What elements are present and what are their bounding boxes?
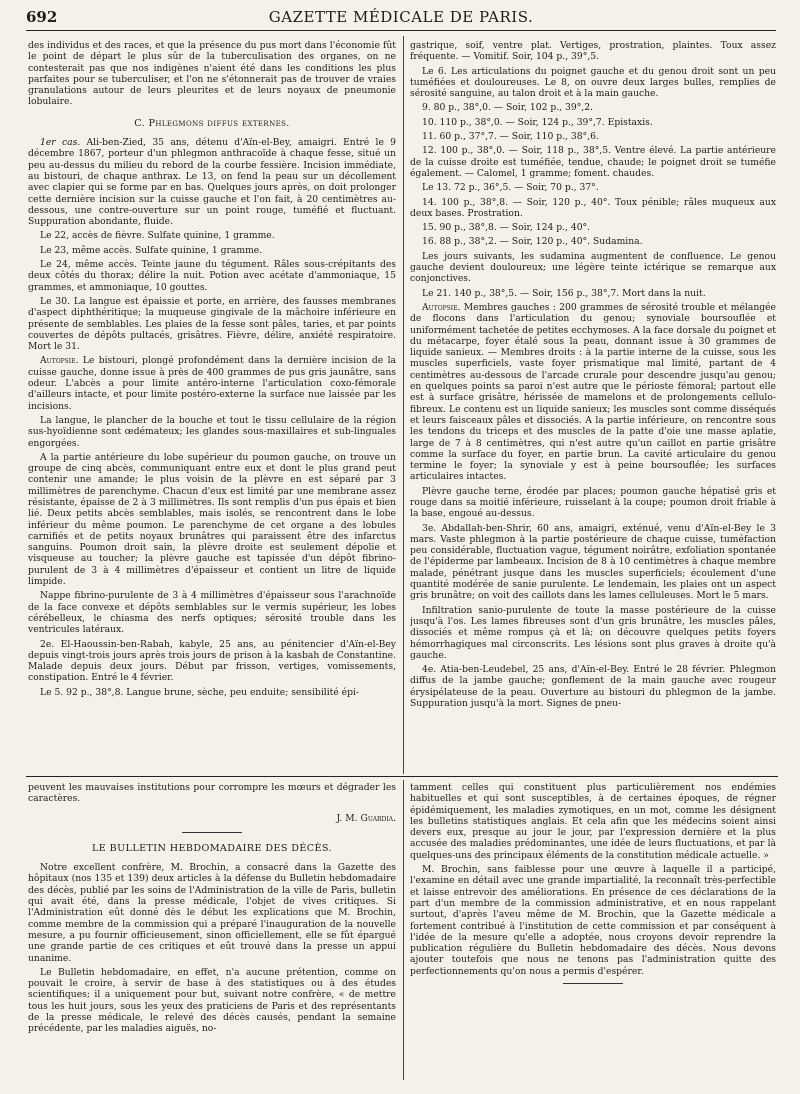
page-number: 692 bbox=[26, 8, 58, 26]
paragraph: Le 6. Les articulations du poignet gauche et du genou droit sont un peu tuméfiées et douloureuses. Le 8, on ouvre deux larges bulles, remplies de sérosité sanguine, au talon droit et à la main gauche. bbox=[410, 65, 776, 100]
paragraph: M. Brochin, sans faiblesse pour une œuvre à laquelle il a participé, l'examine en détail avec une grande impartialité, la reconnaît très-perfectible et laisse entrevoir des améliorations. En présence de ces déclarations de la part d'un membre de la commission administrative, et en nous rappelant surtout, d'après l'aveu même de M. Brochin, que la Gazette médicale a fortement contribué à l'institution de cette commission et par conséquent à l'idée de la mesure qu'elle a adoptée, nous croyons devoir reprendre la publication régulière du Bulletin hebdomadaire des décès. Nous devons ajouter toutefois que nous ne tenons pas l'administration quitte des perfectionnements qu'on nous a permis d'espérer. bbox=[410, 864, 776, 977]
vitals-line: Le 13. 72 p., 36°,5. — Soir, 70 p., 37°. bbox=[422, 182, 599, 194]
paragraph: tamment celles qui constituent plus particulièrement nos endémies habituelles et qui sont susceptibles, à de certaines époques, de régner épidémiquement, les maladies zymotiques, en un mot, comme les désignent les bulletins statistiques anglais. Et cela afin que les médecins soient ainsi devers eux, presque au jour le jour, par l'expression dernière et la plus accusée des maladies prédominantes, une idée de leurs fluctuations, et par là quelques-uns des principaux éléments de la constitution médicale actuelle. » bbox=[410, 782, 776, 861]
vitals-line: 16. 88 p., 38°,2. — Soir, 120 p., 40°. Sudamina. bbox=[422, 236, 643, 248]
short-rule bbox=[182, 832, 242, 833]
paragraph: Le 5. 92 p., 38°,8. Langue brune, sèche, peu enduite; sensibilité épi- bbox=[40, 686, 360, 698]
paragraph: Le 22, accès de fièvre. Sulfate quinine, 1 gramme. bbox=[40, 230, 275, 242]
paragraph: Les jours suivants, les sudamina augmentent de confluence. Le genou gauche devient douloureux; une légère teinte ictérique se remarque aux conjonctives. bbox=[410, 250, 776, 285]
vitals-line: 15. 90 p., 38°,8. — Soir, 124 p., 40°. bbox=[422, 222, 591, 234]
case-label: 2e. bbox=[40, 638, 55, 650]
paragraph: A la partie antérieure du lobe supérieur du poumon gauche, on trouve un groupe de cinq abcès, communiquant entre eux et dont le plus grand peut contenir une amande; le plus voisin de la plèvre en est séparé par 3 millimètres de parenchyme. Chacun d'eux est limité par une membrane assez résistante, épaisse de 2 à 3 millimètres. Ils sont remplis d'un pus épais et bien lié. Deux petits abcès semblables, mais isolés, se rencontrent dans le lobe inférieur du même poumon. Le parenchyme de cet organe a des lobules carnifiés et de petits noyaux brunâtres qui paraissent être des infarctus sanguins. Poumon droit sain, la plèvre droite est seulement dépolie et visqueuse au toucher; la plèvre gauche est tapissée d'un dépôt fibrino-purulent de 3 à 4 millimètres d'épaisseur et contient un litre de liquide limpide. bbox=[28, 451, 396, 588]
column-left-top bbox=[28, 40, 396, 770]
case-label: 4e. bbox=[422, 664, 437, 676]
autopsy-paragraph: Autopsie. Le bistouri, plongé profondément dans la dernière incision de la cuisse gauche, donne issue à près de 400 grammes de pus gris jaunâtre, sans odeur. L'abcès a pour limite antéro-interne l'articulation coxo-fémorale d'ailleurs intacte, et pour limite postéro-externe la surface nue laissée par les incisions. bbox=[28, 355, 396, 412]
autopsy-label: Autopsie. bbox=[422, 301, 461, 313]
paragraph: Notre excellent confrère, M. Brochin, a consacré dans la Gazette des hôpitaux (nos 135 et 139) deux articles à la défense du Bulletin hebdomadaire des décès, publié par les soins de l'Administration de la ville de Paris, bulletin qui avait été, dans la presse médicale, l'objet de vives critiques. Si l'Administration eût donné dès le début les explications que M. Brochin, comme membre de la commission qui a préparé l'inauguration de la nouvelle mesure, a pu fournir officieusement, sinon officiellement, elle se fût épargué une grande partie de ces critiques et eût trouvé dans la presse un appui unanime. bbox=[28, 862, 396, 964]
column-left-bottom bbox=[28, 782, 396, 1082]
case-paragraph: 4e. Atia-ben-Leudebel, 25 ans, d'Aïn-el-Bey. Entré le 28 février. Phlegmon diffus de la jambe gauche; gonflement de la main gauche avec rougeur érysipélateuse de la peau. Ouverture au bistouri du phlegmon de la jambe. Suppuration jusqu'à la mort. Signes de pneu- bbox=[410, 664, 776, 710]
paragraph: Plèvre gauche terne, érodée par places; poumon gauche hépatisé gris et rouge dans sa moitié inférieure, ruisselant à la coupe; poumon droit friable à la base, engoué au-dessus. bbox=[410, 485, 776, 520]
paragraph: Le Bulletin hebdomadaire, en effet, n'a aucune prétention, comme on pouvait le croire, à servir de base à des statistiques ou à des études scientifiques; il a uniquement pour but, suivant notre confrère, « de mettre tous les huit jours, sous les yeux des praticiens de Paris et des représentants de la presse médicale, le relevé des décès causés, pendant la semaine précédente, par les maladies aiguës, no- bbox=[28, 966, 396, 1035]
column-divider-top bbox=[403, 36, 404, 774]
paragraph: gastrique, soif, ventre plat. Vertiges, prostration, plaintes. Toux assez fréquente. — Vomitif. Soir, 104 p., 39°,5. bbox=[410, 40, 776, 63]
autopsy-paragraph: Autopsie. Membres gauches : 200 grammes de sérosité trouble et mélangée de flocons dans l'articulation du genou; synoviale boursouflée et uniformément tachetée de petites ecchymoses. A la face dorsale du poignet et du métacarpe, foyer étalé sous la peau, donnant issue à 30 grammes de liquide sanieux. — Membres droits : à la partie interne de la cuisse, sous les muscles superficiels, vaste foyer prismatique mal limité, partant de 4 centimètres au-dessous de l'arcade crurale pour descendre jusqu'au genou; en quelques points sa paroi n'est autre que le périoste fémoral; partout elle est à surface grisâtre, hérissée de mamelons et de prolongements cellulo-fibreux. Le contenu est un liquide sanieux; les muscles sont comme disséqués et leurs faisceaux pâles et dissociés. A la partie inférieure, on rencontre sous les tendons du triceps et des muscles de la patte d'oie une masse aplatie, large de 7 à 8 centimètres, qui n'est autre qu'un caillot en partie grisâtre comme la surface du foyer, en partie brun. La cavité articulaire du genou termine le foyer; la synoviale y est à peine boursouflée; les surfaces articulaires intactes. bbox=[410, 301, 776, 483]
autopsy-label: Autopsie. bbox=[40, 355, 79, 367]
case-label: 3e. bbox=[422, 522, 437, 534]
article-title: LE BULLETIN HEBDOMADAIRE DES DÉCÈS. bbox=[92, 842, 332, 854]
page-header bbox=[26, 6, 776, 31]
vitals-line: 12. 100 p., 38°,0. — Soir, 118 p., 38°,5. Ventre élevé. La partie antérieure de la cuisse droite est tuméfiée, tendue, chaude; le poignet droit se tuméfie également. — Calomel, 1 gramme; foment. chaudes. bbox=[410, 145, 776, 179]
case-paragraph: 2e. El-Haoussin-ben-Rabah, kabyle, 25 ans, au pénitencier d'Aïn-el-Bey depuis vingt-trois jours après trois jours de prison à la kasbah de Constantine. Malade depuis deux jours. Début par frisson, vertiges, vomissements, constipation. Entré le 4 février. bbox=[28, 638, 396, 684]
case-paragraph: 1er cas. Ali-ben-Zied, 35 ans, détenu d'Aïn-el-Bey, amaigri. Entré le 9 décembre 1867, porteur d'un phlegmon anthracoïde à chaque fesse, situé un peu au-dessus du milieu du rebord de la courbe fessière. Incision immédiate, au bistouri, de chaque anthrax. Le 13, on fend la peau sur un décollement avec clapier qui se forme par en bas. Quelques jours après, on doit prolonger cette dernière incision sur la cuisse gauche et l'on fait, à 20 centimètres au-dessous, une contre-ouverture sur un point rouge, tuméfié et fluctuant. Suppuration abondante, fluide. bbox=[28, 137, 396, 228]
vitals-line: Le 21. 140 p., 38°,5. — Soir, 156 p., 38°,7. Mort dans la nuit. bbox=[422, 287, 706, 299]
paragraph: Le 30. La langue est épaissie et porte, en arrière, des fausses membranes d'aspect diphthéritique; la muqueuse gingivale de la mâchoire inférieure en présente de semblables. Les plaies de la fesse sont pâles, taries, et par points couvertes de dépôts pultacés, grisâtres. Fièvre, délire, anxiété respiratoire. Mort le 31. bbox=[28, 295, 396, 353]
paragraph: Nappe fibrino-purulente de 3 à 4 millimètres d'épaisseur sous l'arachnoïde de la face convexe et dépôts semblables sur le vermis supérieur, les lobes cérébelleux, le chiasma des nerfs optiques; sérosité trouble dans les ventricules latéraux. bbox=[28, 590, 396, 636]
case-paragraph: 3e. Abdallah-ben-Shrir, 60 ans, amaigri, exténué, venu d'Aïn-el-Bey le 3 mars. Vaste phlegmon à la partie postérieure de chaque cuisse, tuméfaction peu considérable, fluctuation vague, tégument noirâtre, exfoliation spontanée de l'épiderme par lambeaux. Incision de 8 à 10 centimètres à chaque membre malade, pénétrant jusque dans les muscles superficiels; écoulement d'une quantité modérée de sanie purulente. Le lendemain, les plaies ont un aspect gris brunâtre; on voit des caillots dans les lames celluleuses. Mort le 5 mars. bbox=[410, 522, 776, 602]
section-divider bbox=[26, 776, 778, 777]
signature: J. M. Guardia. bbox=[336, 812, 396, 824]
column-right-top bbox=[410, 40, 776, 770]
paragraph: Le 24, même accès. Teinte jaune du tégument. Râles sous-crépitants des deux côtés du thorax; délire la nuit. Potion avec acétate d'ammoniaque, 15 grammes, et ammoniaque, 10 gouttes. bbox=[28, 259, 396, 293]
paragraph: Infiltration sanio-purulente de toute la masse postérieure de la cuisse jusqu'à l'os. Les lames fibreuses sont d'un gris brunâtre, les muscles pâles, dissociés et même rompus çà et là; on découvre quelques petits foyers hémorrhagiques mal circonscrits. Les lésions sont plus graves à droite qu'à gauche. bbox=[410, 604, 776, 661]
column-divider-bottom bbox=[403, 780, 404, 1080]
vitals-line: 11. 60 p., 37°,7. — Soir, 110 p., 38°,6. bbox=[422, 131, 599, 143]
vitals-line: 9. 80 p., 38°,0. — Soir, 102 p., 39°,2. bbox=[422, 102, 593, 114]
paragraph: Le 23, même accès. Sulfate quinine, 1 gramme. bbox=[40, 244, 263, 256]
short-rule bbox=[563, 983, 623, 984]
paragraph: La langue, le plancher de la bouche et tout le tissu cellulaire de la région sus-hyoïdienne sont œdémateux; les glandes sous-maxillaires et sub-linguales engorgées. bbox=[28, 414, 396, 449]
vitals-line: 10. 110 p., 38°,0. — Soir, 124 p., 39°,7. Epistaxis. bbox=[422, 116, 653, 128]
case-label: 1er cas. bbox=[40, 137, 81, 149]
vitals-line: 14. 100 p., 38°,8. — Soir, 120 p., 40°. Toux pénible; râles muqueux aux deux bases. Prostration. bbox=[410, 196, 776, 219]
paragraph: des individus et des races, et que la présence du pus mort dans l'économie fût le point de départ le plus sûr de la tuberculisation des organes, on ne contesterait pas que nos indigènes n'aient été dans les conditions les plus parfaites pour se tuberculiser, et l'on ne s'étonnerait pas de trouver de vraies granulations autour de leurs pleurites et de leurs noyaux de pneumonie lobulaire. bbox=[28, 40, 396, 108]
column-right-bottom bbox=[410, 782, 776, 1082]
paragraph: peuvent les mauvaises institutions pour corrompre les mœurs et dégrader les caractères. bbox=[28, 782, 396, 805]
section-heading: C. Phlegmons diffus externes. bbox=[134, 117, 290, 129]
running-title: GAZETTE MÉDICALE DE PARIS. bbox=[268, 8, 534, 26]
